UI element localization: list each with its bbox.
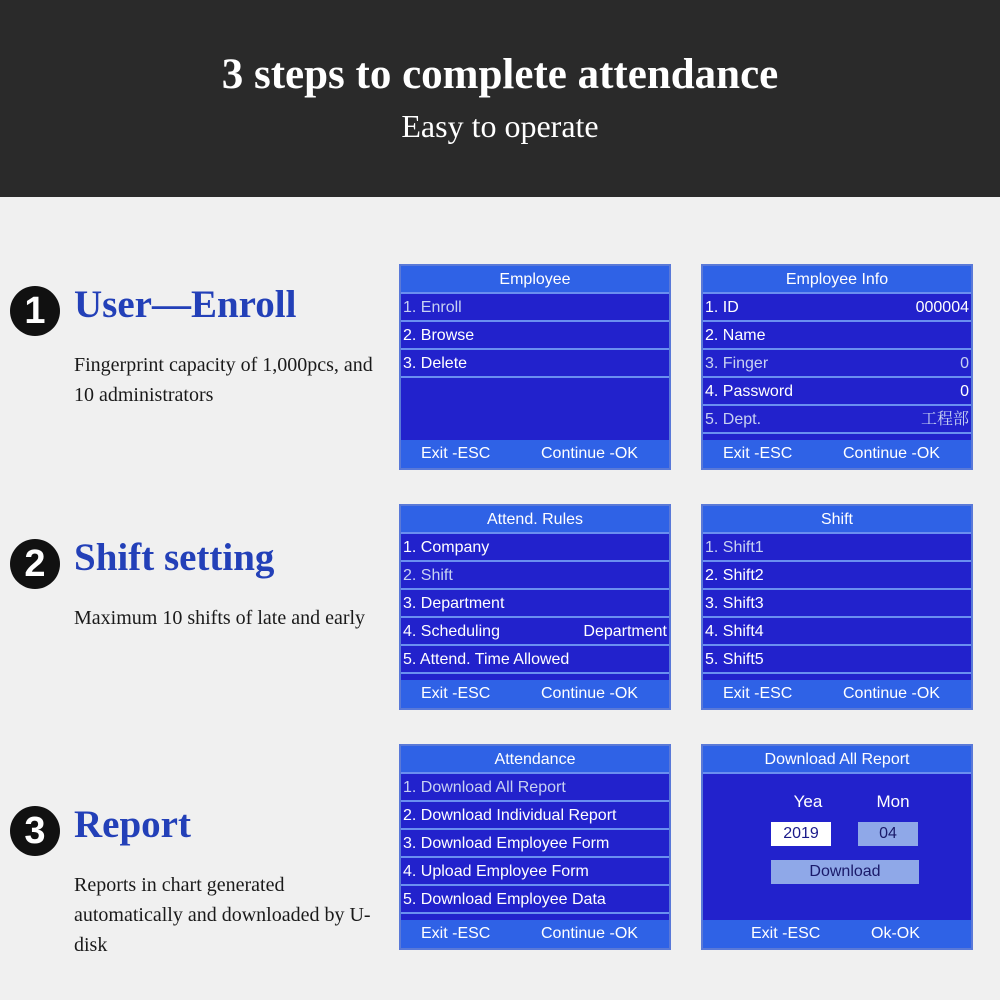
screen-title: Employee Info [703, 266, 971, 294]
menu-item-shift4[interactable]: 4. Shift4 [703, 618, 971, 646]
field-password[interactable]: 4. Password 0 [703, 378, 971, 406]
page-subtitle: Easy to operate [401, 108, 599, 144]
menu-item-department[interactable]: 3. Department [401, 590, 669, 618]
step-heading-3: Report [74, 803, 191, 846]
menu-item-enroll[interactable]: 1. Enroll [401, 294, 669, 322]
exit-esc-hint[interactable]: Exit -ESC [723, 685, 793, 702]
shift-screen [701, 504, 973, 710]
field-name[interactable]: 2. Name [703, 322, 971, 350]
menu-item-download-employee-data[interactable]: 5. Download Employee Data [401, 886, 669, 914]
screen-footer [401, 440, 669, 468]
page-title: 3 steps to complete attendance [221, 51, 779, 98]
exit-esc-hint[interactable]: Exit -ESC [421, 925, 491, 942]
continue-ok-hint[interactable]: Continue -OK [843, 685, 940, 702]
continue-ok-hint[interactable]: Continue -OK [843, 445, 940, 462]
menu-item-browse[interactable]: 2. Browse [401, 322, 669, 350]
attendance-screen [399, 744, 671, 950]
screen-title: Attendance [401, 746, 669, 774]
step-number-3: 3 [10, 806, 60, 856]
menu-item-shift[interactable]: 2. Shift [401, 562, 669, 590]
menu-item-company[interactable]: 1. Company [401, 534, 669, 562]
employee-menu-screen [399, 264, 671, 470]
step-description-1: Fingerprint capacity of 1,000pcs, and 10 administrators [74, 354, 373, 406]
menu-item-shift1[interactable]: 1. Shift1 [703, 534, 971, 562]
exit-esc-hint[interactable]: Exit -ESC [421, 685, 491, 702]
year-label: Yea [793, 792, 823, 811]
menu-item-shift5[interactable]: 5. Shift5 [703, 646, 971, 674]
menu-item-shift3[interactable]: 3. Shift3 [703, 590, 971, 618]
menu-item-scheduling[interactable]: 4. Scheduling Department [401, 618, 669, 646]
month-field[interactable]: 04 [858, 822, 918, 846]
employee-info-screen [701, 264, 973, 470]
continue-ok-hint[interactable]: Continue -OK [541, 925, 638, 942]
year-field[interactable]: 2019 [771, 822, 831, 846]
menu-item-upload-employee-form[interactable]: 4. Upload Employee Form [401, 858, 669, 886]
download-button[interactable]: Download [771, 860, 919, 884]
menu-item-attend-time-allowed[interactable]: 5. Attend. Time Allowed [401, 646, 669, 674]
step-number-2: 2 [10, 539, 60, 589]
screen-title: Attend. Rules [401, 506, 669, 534]
exit-esc-hint[interactable]: Exit -ESC [421, 445, 491, 462]
screen-title: Employee [401, 266, 669, 294]
screen-footer [703, 920, 971, 948]
step-description-3: Reports in chart generated automatically and downloaded by U-disk [74, 874, 371, 956]
menu-item-shift2[interactable]: 2. Shift2 [703, 562, 971, 590]
menu-item-download-all-report[interactable]: 1. Download All Report [401, 774, 669, 802]
ok-hint[interactable]: Ok-OK [871, 925, 920, 942]
screen-footer [703, 440, 971, 468]
month-label: Mon [876, 792, 910, 811]
menu-item-delete[interactable]: 3. Delete [401, 350, 669, 378]
step-description-2: Maximum 10 shifts of late and early [74, 607, 366, 629]
field-id[interactable]: 1. ID 000004 [703, 294, 971, 322]
screen-title: Download All Report [703, 746, 971, 774]
attend-rules-screen [399, 504, 671, 710]
exit-esc-hint[interactable]: Exit -ESC [723, 445, 793, 462]
field-finger[interactable]: 3. Finger 0 [703, 350, 971, 378]
step-heading-2: Shift setting [74, 536, 275, 579]
screen-footer [401, 920, 669, 948]
screen-footer [401, 680, 669, 708]
step-heading-1: User—Enroll [74, 283, 297, 326]
download-all-report-screen [701, 744, 973, 950]
step-number-1: 1 [10, 286, 60, 336]
continue-ok-hint[interactable]: Continue -OK [541, 445, 638, 462]
continue-ok-hint[interactable]: Continue -OK [541, 685, 638, 702]
exit-esc-hint[interactable]: Exit -ESC [751, 925, 821, 942]
menu-item-download-individual-report[interactable]: 2. Download Individual Report [401, 802, 669, 830]
menu-item-download-employee-form[interactable]: 3. Download Employee Form [401, 830, 669, 858]
header-banner [0, 0, 1000, 197]
field-department[interactable]: 5. Dept. 工程部 [703, 406, 971, 434]
screen-title: Shift [703, 506, 971, 534]
screen-footer [703, 680, 971, 708]
